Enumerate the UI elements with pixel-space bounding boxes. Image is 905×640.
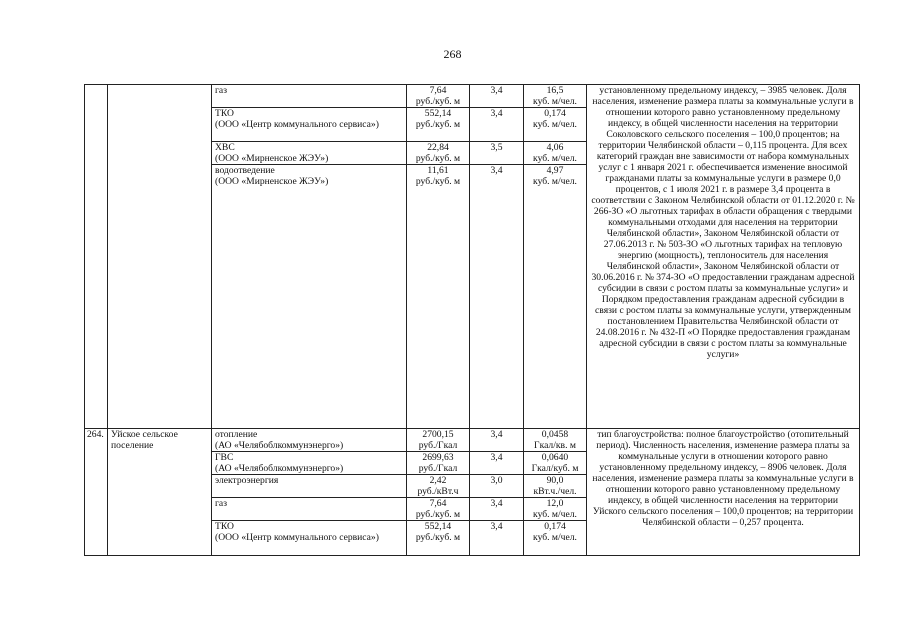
- service-cell: [212, 475, 407, 498]
- service-name: газ: [215, 85, 227, 96]
- norm-unit: Гкал/кв. м: [534, 440, 576, 451]
- norm-cell: [524, 429, 587, 452]
- price-unit: руб./куб. м: [415, 532, 461, 543]
- price-cell: [407, 429, 470, 452]
- norm-value: 0,174: [544, 521, 566, 532]
- norm-unit: куб. м/чел.: [533, 119, 577, 130]
- table-row: [85, 429, 860, 452]
- tariff-table: [84, 84, 860, 556]
- price-cell: [407, 475, 470, 498]
- price-value: 2,42: [429, 475, 447, 486]
- norm-cell: [524, 85, 587, 108]
- norm-value: 0,0458: [541, 429, 569, 440]
- service-cell: [212, 85, 407, 108]
- price-value: 7,64: [429, 498, 447, 509]
- price-value: 552,14: [424, 108, 452, 119]
- price-cell: [407, 498, 470, 521]
- norm-value: 12,0: [546, 498, 564, 509]
- index-cell: 3,4: [470, 165, 524, 429]
- service-provider: (ООО «Мирненское ЖЭУ»): [215, 176, 329, 187]
- price-unit: руб./Гкал: [418, 440, 458, 451]
- norm-unit: куб. м/чел.: [533, 153, 577, 164]
- price-unit: руб./Гкал: [418, 463, 458, 474]
- price-cell: [407, 165, 470, 429]
- service-cell: [212, 142, 407, 165]
- service-provider: (ООО «Центр коммунального сервиса»): [215, 119, 379, 130]
- price-value: 7,64: [429, 85, 447, 96]
- service-provider: (ООО «Центр коммунального сервиса»): [215, 532, 379, 543]
- norm-cell: [524, 165, 587, 429]
- service-cell: [212, 498, 407, 521]
- index-cell: 3,0: [470, 475, 524, 498]
- index-cell: 3,4: [470, 521, 524, 556]
- service-name: ГВС: [215, 452, 234, 463]
- index-cell: 3,4: [470, 498, 524, 521]
- service-name: отопление: [215, 429, 258, 440]
- note-cell: тип благоустройства: полное благоустройство (отопительный период). Численность населения, изменение размера платы за коммунальные услуги в отношении которого равно установленному предельному индексу, – 8906 человек. Доля населения, изменение размера платы за коммунальные услуги в отношении которого равно установленному предельному индексу, в общей численности населения на территории Уйского сельского поселения – 100,0 процентов; на территории Челябинской области – 0,257 процента.: [587, 429, 860, 556]
- index-cell: 3,4: [470, 85, 524, 108]
- norm-value: 0,174: [544, 108, 566, 119]
- norm-cell: [524, 475, 587, 498]
- service-name: ХВС: [215, 142, 235, 153]
- price-value: 11,61: [427, 165, 449, 176]
- service-name: электроэнергия: [215, 475, 279, 486]
- norm-cell: [524, 498, 587, 521]
- settlement-name-cell: [108, 85, 212, 429]
- norm-value: 4,06: [546, 142, 564, 153]
- settlement-name-cell: Уйское сельское поселение: [108, 429, 212, 556]
- service-provider: (АО «Челябоблкоммунэнерго»): [215, 440, 344, 451]
- price-unit: руб./куб. м: [415, 119, 461, 130]
- norm-value: 0,0640: [541, 452, 569, 463]
- norm-unit: Гкал/куб. м: [531, 463, 579, 474]
- page-number: 268: [443, 47, 462, 61]
- service-cell: [212, 165, 407, 429]
- norm-cell: [524, 108, 587, 142]
- norm-value: 90,0: [546, 475, 564, 486]
- norm-cell: [524, 521, 587, 556]
- service-cell: [212, 452, 407, 475]
- service-name: ТКО: [215, 108, 234, 119]
- price-cell: [407, 142, 470, 165]
- price-value: 552,14: [424, 521, 452, 532]
- price-value: 2699,63: [422, 452, 454, 463]
- service-name: ТКО: [215, 521, 234, 532]
- norm-unit: куб. м/чел.: [533, 96, 577, 107]
- price-unit: руб./куб. м: [415, 153, 461, 164]
- norm-unit: куб. м/чел.: [533, 509, 577, 520]
- index-cell: 3,4: [470, 429, 524, 452]
- price-value: 2700,15: [422, 429, 454, 440]
- index-cell: 3,4: [470, 452, 524, 475]
- price-unit: руб./куб. м: [415, 96, 461, 107]
- table-row: [85, 85, 860, 108]
- price-value: 22,84: [427, 142, 449, 153]
- index-cell: 3,5: [470, 142, 524, 165]
- row-number-cell: [85, 85, 108, 429]
- norm-unit: куб. м/чел.: [533, 176, 577, 187]
- service-name: водоотведение: [215, 165, 275, 176]
- price-cell: [407, 85, 470, 108]
- norm-cell: [524, 452, 587, 475]
- row-number-cell: 264.: [85, 429, 108, 556]
- norm-value: 16,5: [546, 85, 564, 96]
- norm-unit: кВт.ч./чел.: [533, 486, 577, 497]
- norm-unit: куб. м/чел.: [533, 532, 577, 543]
- index-cell: 3,4: [470, 108, 524, 142]
- price-unit: руб./куб. м: [415, 176, 461, 187]
- service-cell: [212, 521, 407, 556]
- price-cell: [407, 452, 470, 475]
- price-cell: [407, 108, 470, 142]
- price-cell: [407, 521, 470, 556]
- price-unit: руб./куб. м: [415, 509, 461, 520]
- service-cell: [212, 108, 407, 142]
- norm-value: 4,97: [546, 165, 564, 176]
- service-cell: [212, 429, 407, 452]
- service-name: газ: [215, 498, 227, 509]
- service-provider: (ООО «Мирненское ЖЭУ»): [215, 153, 329, 164]
- price-unit: руб./кВт.ч: [417, 486, 459, 497]
- norm-cell: [524, 142, 587, 165]
- service-provider: (АО «Челябоблкоммунэнерго»): [215, 463, 344, 474]
- note-cell: установленному предельному индексу, – 3985 человек. Доля населения, изменение размера платы за коммунальные услуги в отношении которого равно установленному предельному индексу, в общей численности населения на территории Соколовского сельского поселения – 100,0 процентов; на территории Челябинской области – 0,115 процента. Для всех категорий граждан вне зависимости от набора коммунальных услуг с 1 января 2021 г. обеспечивается изменение вносимой гражданами платы за коммунальные услуги в размере 0,0 процентов, с 1 июля 2021 г. в размере 3,4 процента в соответствии с Законом Челябинской области от 01.12.2020 г. № 266-ЗО «О льготных тарифах в области обращения с твердыми коммунальными отходами для населения на территории Челябинской области», Законом Челябинской области от 27.06.2013 г. № 503-ЗО «О льготных тарифах на тепловую энергию (мощность), теплоноситель для населения Челябинской области», Законом Челябинской области от 30.06.2016 г. № 374-ЗО «О предоставлении гражданам адресной субсидии в связи с ростом платы за коммунальные услуги» и Порядком предоставления гражданам адресной субсидии в связи с ростом платы за коммунальные услуги, утвержденным постановлением Правительства Челябинской области от 24.08.2016 г. № 432-П «О Порядке предоставления гражданам адресной субсидии в связи с ростом платы за коммунальные услуги»: [587, 85, 860, 429]
